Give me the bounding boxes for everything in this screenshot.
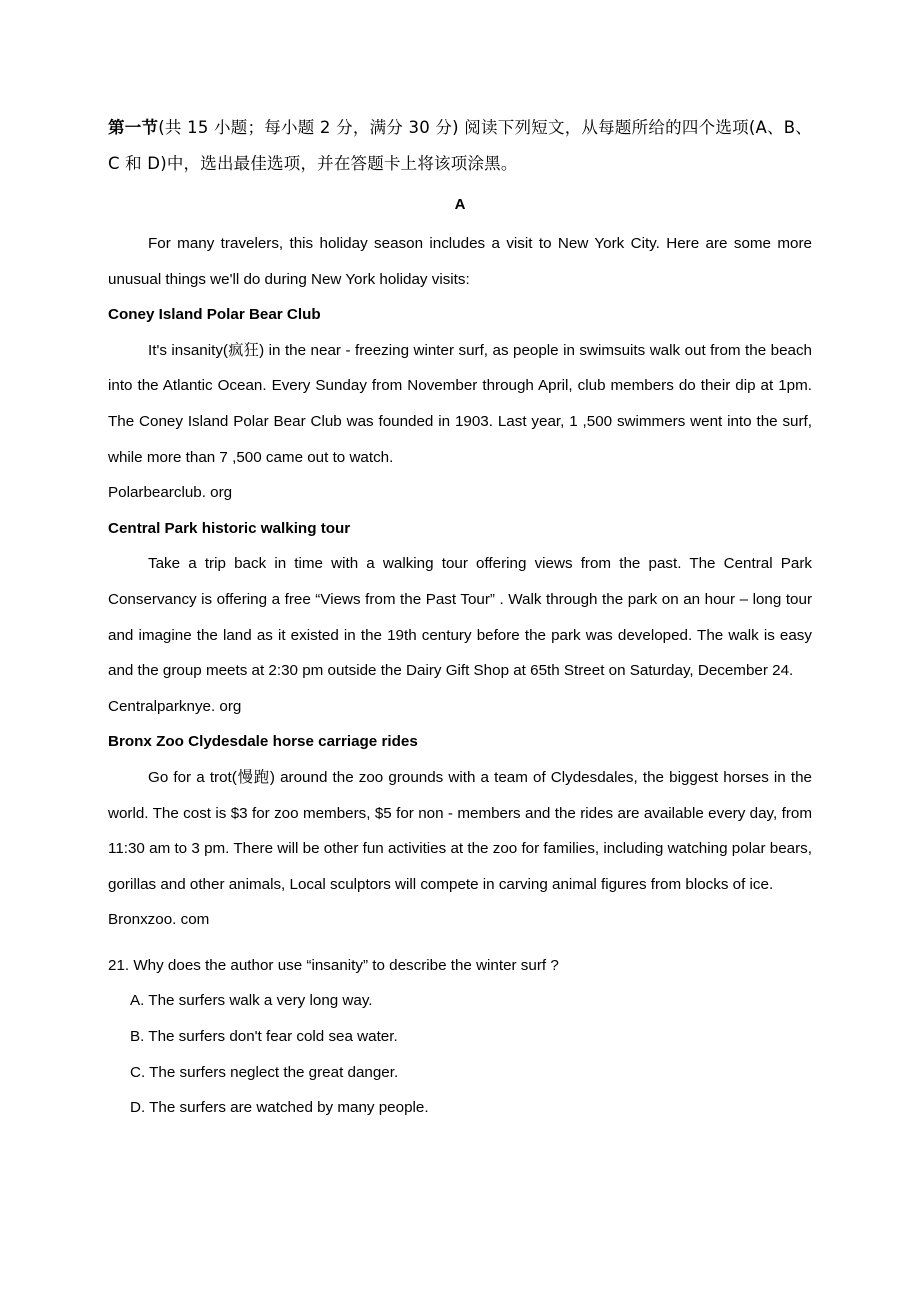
entry-url-bronx-zoo: Bronxzoo. com (108, 911, 210, 929)
entry-body-central-park: Take a trip back in time with a walking tour offering views from the past. The Central Park Conservancy is offering a free “Views from the Past Tour” . Walk through the park on an hour – long tour and imagine the land as it existed in the 19th century before the park was developed. The walk is easy and the group meets at 2:30 pm outside the Dairy Gift Shop at 65th Street on Saturday, December 24. (108, 555, 812, 680)
question-21-option-b[interactable]: B. The surfers don't fear cold sea water. (130, 1028, 398, 1046)
entry-url-central-park: Centralparknye. org (108, 697, 242, 715)
section-letter-value: A (454, 196, 466, 213)
entry-url-coney-island: Polarbearclub. org (108, 484, 233, 502)
entry-heading-central-park: Central Park historic walking tour (108, 519, 351, 537)
entry-heading-bronx-zoo: Bronx Zoo Clydesdale horse carriage rides (108, 733, 418, 751)
entry-body-coney-island: It's insanity(疯狂) in the near - freezing winter surf, as people in swimsuits walk out from the beach into the Atlantic Ocean. Every Sunday from November through April, club members do their dip at 1pm. The Coney Island Polar Bear Club was founded in 1903. Last year, 1 ,500 swimmers went into the surf, while more than 7 ,500 came out to watch. (108, 341, 812, 466)
exam-instruction (108, 110, 812, 182)
intro-paragraph: For many travelers, this holiday season includes a visit to New York City. Here are some more unusual things we'll do during New York holiday visits: (108, 235, 812, 288)
question-21-option-a[interactable]: A. The surfers walk a very long way. (130, 992, 373, 1010)
question-21 (108, 948, 812, 1126)
section-letter (108, 190, 812, 220)
document-content (108, 110, 812, 1126)
instruction-text: (共 15 小题；每小题 2 分，满分 30 分) 阅读下列短文，从每题所给的四个选项(A、B、C 和 D)中，选出最佳选项，并在答题卡上将该项涂黑。 (108, 118, 812, 173)
entry-body-bronx-zoo: Go for a trot(慢跑) around the zoo grounds with a team of Clydesdales, the biggest horses in the world. The cost is $3 for zoo members, $5 for non - members and the rides are available every day, from 11:30 am to 3 pm. There will be other fun activities at the zoo for families, including watching polar bears, gorillas and other animals, Local sculptors will compete in carving animal figures from blocks of ice. (108, 768, 812, 893)
question-21-option-d[interactable]: D. The surfers are watched by many people. (130, 1099, 429, 1117)
entry-heading-coney-island: Coney Island Polar Bear Club (108, 306, 321, 324)
question-21-stem: 21. Why does the author use “insanity” to describe the winter surf ? (108, 956, 559, 974)
instruction-bold-prefix: 第一节 (108, 118, 159, 137)
question-21-option-c[interactable]: C. The surfers neglect the great danger. (130, 1063, 399, 1081)
